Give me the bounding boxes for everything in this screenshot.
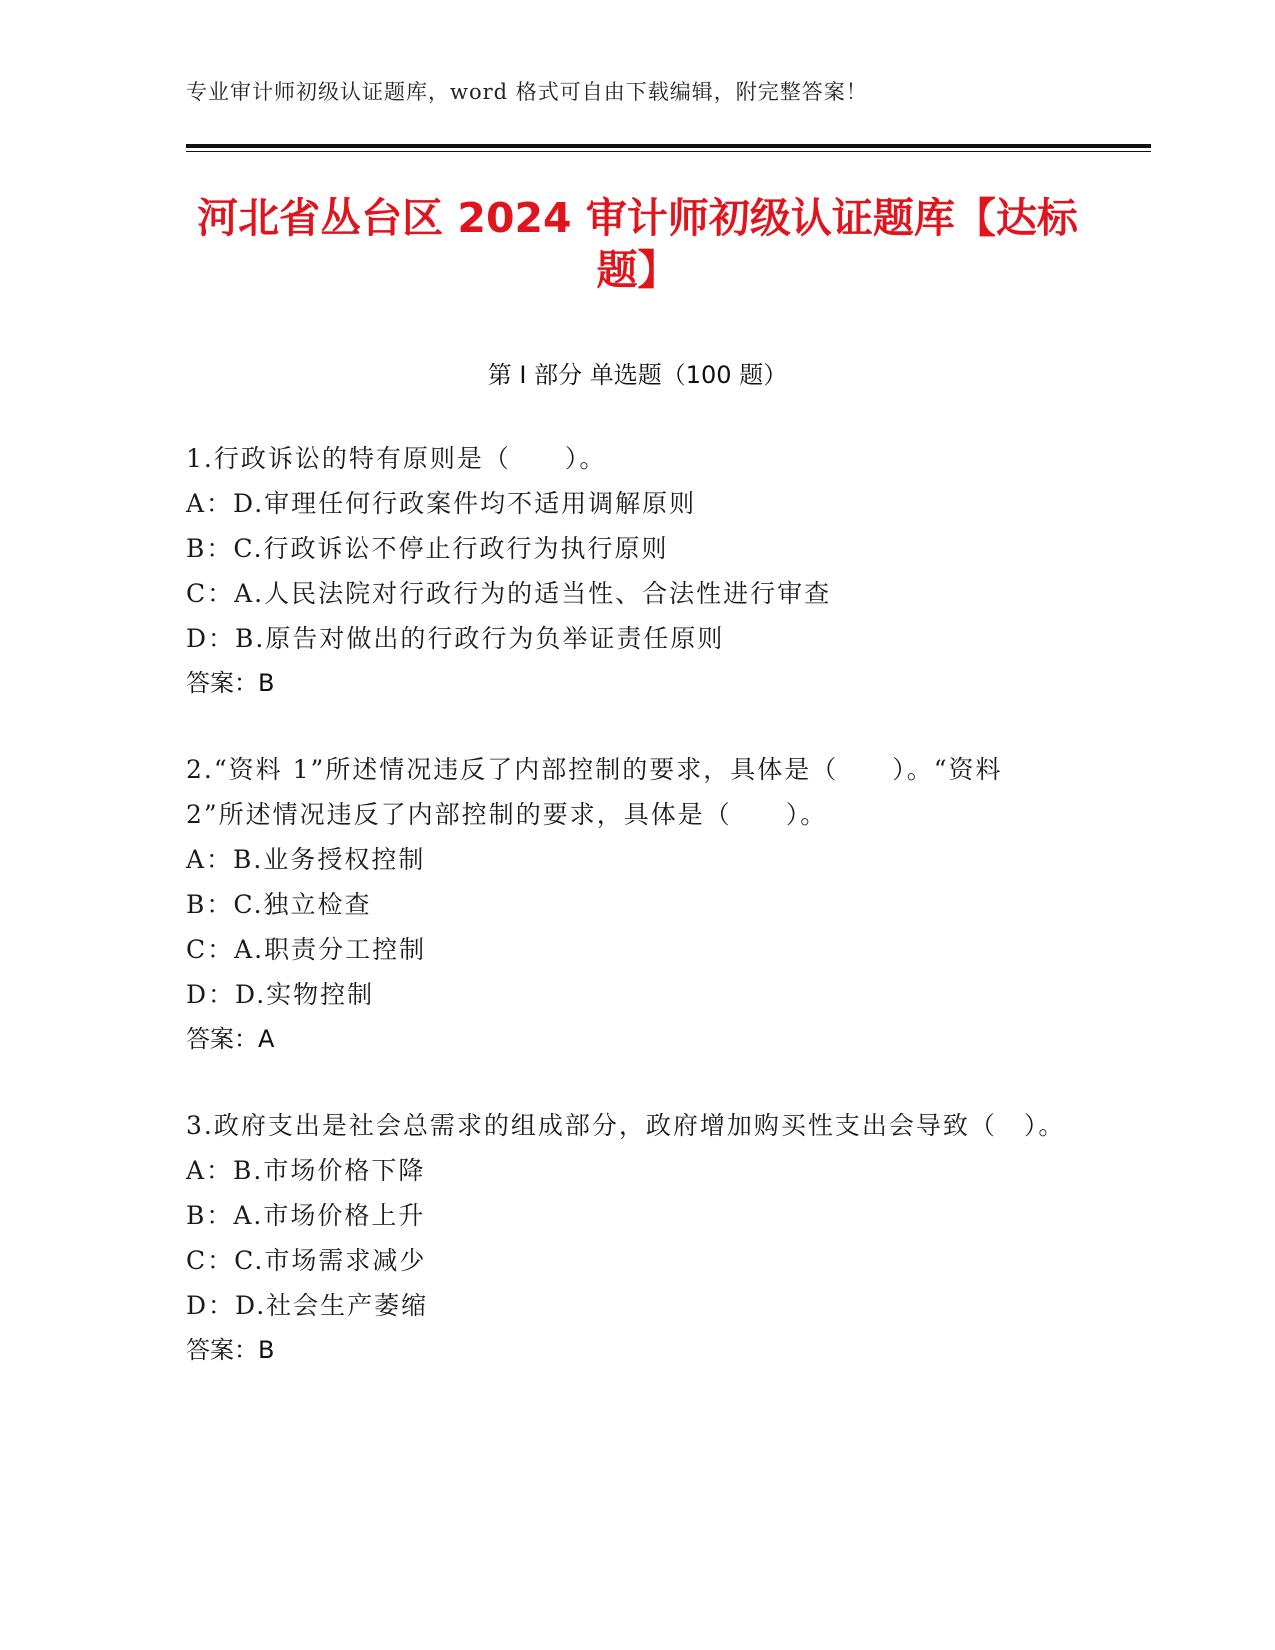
answer: 答案：B [186,669,275,697]
option-d: D：D.实物控制 [186,980,375,1009]
answer: 答案：A [186,1025,275,1053]
option-c: C：A.职责分工控制 [186,935,427,964]
option-a: A：B.市场价格下降 [186,1156,426,1185]
answer: 答案：B [186,1336,275,1364]
question-list [186,436,1066,1414]
option-a: A：D.审理任何行政案件均不适用调解原则 [186,489,697,518]
option-d: D：B.原告对做出的行政行为负举证责任原则 [186,624,725,653]
question-text: 2.“资料 1”所述情况违反了内部控制的要求，具体是（ ）。“资料 2”所述情况违反了内部控制的要求，具体是（ ）。 [186,755,1003,829]
option-b: B：C.行政诉讼不停止行政行为执行原则 [186,534,669,563]
question-2 [186,747,1066,1062]
header-rule-thick [186,144,1151,148]
option-d: D：D.社会生产萎缩 [186,1291,429,1320]
header-rule-thin [186,151,1151,152]
option-c: C：A.人民法院对行政行为的适当性、合法性进行审查 [186,579,832,608]
option-c: C：C.市场需求减少 [186,1246,427,1275]
option-b: B：A.市场价格上升 [186,1201,426,1230]
question-3 [186,1103,1066,1373]
header-note: 专业审计师初级认证题库，word 格式可自由下载编辑，附完整答案！ [186,80,868,104]
section-title: 第 I 部分 单选题（100 题） [487,361,788,389]
question-1 [186,436,1066,706]
option-b: B：C.独立检查 [186,890,372,919]
option-a: A：B.业务授权控制 [186,845,426,874]
document-title: 河北省丛台区 2024 审计师初级认证题库【达标题】 [197,194,1078,294]
question-text: 3.政府支出是社会总需求的组成部分，政府增加购买性支出会导致（ ）。 [186,1111,1066,1140]
question-text: 1.行政诉讼的特有原则是（ ）。 [186,444,607,473]
